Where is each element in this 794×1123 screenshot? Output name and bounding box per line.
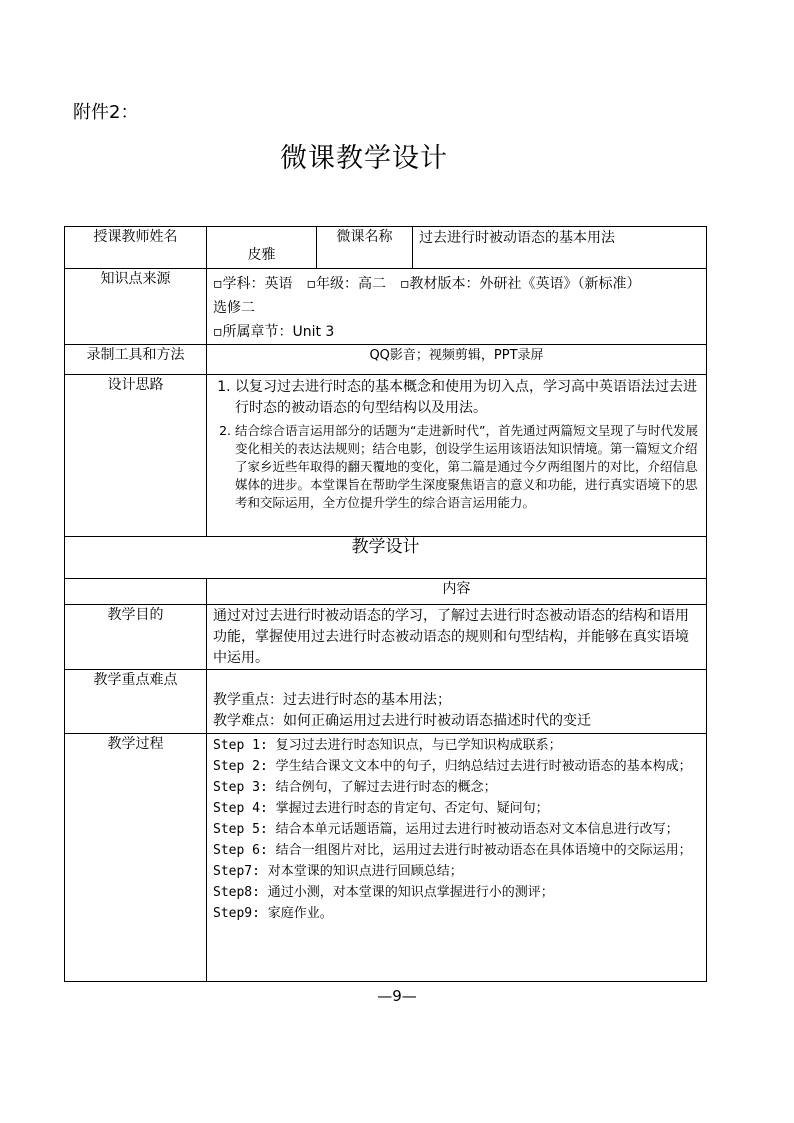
section-title: 教学设计 bbox=[65, 537, 707, 579]
process-step: Step 4: 掌握过去进行时态的肯定句、否定句、疑问句； bbox=[213, 801, 549, 816]
teacher-row bbox=[65, 227, 707, 269]
course-name-value: 过去进行时被动语态的基本用法 bbox=[413, 227, 707, 269]
page-number: —9— bbox=[377, 987, 417, 1005]
keypoints-label: 教学重点难点 bbox=[65, 670, 207, 734]
process-step: Step8: 通过小测，对本堂课的知识点掌握进行小的测评； bbox=[213, 885, 554, 900]
process-step: Step 6: 结合一组图片对比，运用过去进行时被动语态在具体语境中的交际运用； bbox=[213, 843, 692, 858]
source-subject-line: ▫学科：英语 ▫年级：高二 ▫教材版本：外研社《英语》（新标准） bbox=[213, 276, 641, 292]
process-step: Step9: 家庭作业。 bbox=[213, 906, 333, 921]
design-item: 2. 结合综合语言运用部分的话题为“走进新时代”，首先通过两篇短文呈现了与时代发展变化相关的表达法规则；结合电影，创设学生运用该语法知识情境。第一篇短文介绍了家乡近些年取得的翻天覆地的变化，第二篇是通过今夕两组图片的对比，介绍信息媒体的进步。本堂课旨在帮助学生深度聚焦语言的意义和功能，进行真实语境下的思考和交际运用，全方位提升学生的综合语言运用能力。 bbox=[235, 422, 700, 512]
source-chapter-line: ▫所属章节：Unit 3 bbox=[213, 324, 335, 340]
design-label: 设计思路 bbox=[65, 375, 207, 537]
document-title: 微课教学设计 bbox=[280, 143, 448, 174]
tools-label: 录制工具和方法 bbox=[65, 345, 207, 375]
content-header: 内容 bbox=[207, 579, 707, 605]
keypoints-row bbox=[65, 670, 707, 734]
process-step: Step 5: 结合本单元话题语篇，运用过去进行时被动语态对文本信息进行改写； bbox=[213, 822, 679, 837]
section-row bbox=[65, 537, 707, 579]
course-name-label: 微课名称 bbox=[317, 227, 413, 269]
goal-row bbox=[65, 605, 707, 670]
source-elective-line: 选修二 bbox=[213, 300, 255, 316]
source-row bbox=[65, 269, 707, 345]
process-step: Step 1: 复习过去进行时态知识点，与已学知识构成联系； bbox=[213, 738, 562, 753]
design-item: 1. 以复习过去进行时态的基本概念和使用为切入点，学习高中英语语法过去进行时态的被动语态的句型结构以及用法。 bbox=[235, 377, 700, 419]
teacher-name-value: 皮雅 bbox=[207, 227, 317, 269]
difficulty-line: 教学难点：如何正确运用过去进行时被动语态描述时代的变迁 bbox=[213, 713, 591, 729]
process-step: Step 3: 结合例句，了解过去进行时态的概念； bbox=[213, 780, 497, 795]
teacher-name-label: 授课教师姓名 bbox=[65, 227, 207, 269]
content-header-row bbox=[65, 579, 707, 605]
source-label: 知识点来源 bbox=[65, 269, 207, 345]
process-row bbox=[65, 734, 707, 982]
tools-row bbox=[65, 345, 707, 375]
goal-label: 教学目的 bbox=[65, 605, 207, 670]
lesson-design-table bbox=[64, 226, 707, 982]
key-point-line: 教学重点：过去进行时态的基本用法； bbox=[213, 692, 451, 708]
design-row bbox=[65, 375, 707, 537]
process-label: 教学过程 bbox=[65, 734, 207, 982]
goal-value: 通过对过去进行时被动语态的学习，了解过去进行时态被动语态的结构和语用功能，掌握使用过去进行时态被动语态的规则和句型结构，并能够在真实语境中运用。 bbox=[207, 605, 707, 670]
process-step: Step7: 对本堂课的知识点进行回顾总结； bbox=[213, 864, 463, 879]
tools-value: QQ影音；视频剪辑，PPT录屏 bbox=[207, 345, 707, 375]
process-step: Step 2: 学生结合课文文本中的句子，归纳总结过去进行时被动语态的基本构成； bbox=[213, 759, 692, 774]
design-list bbox=[213, 377, 700, 512]
annex-label: 附件2： bbox=[73, 102, 139, 123]
